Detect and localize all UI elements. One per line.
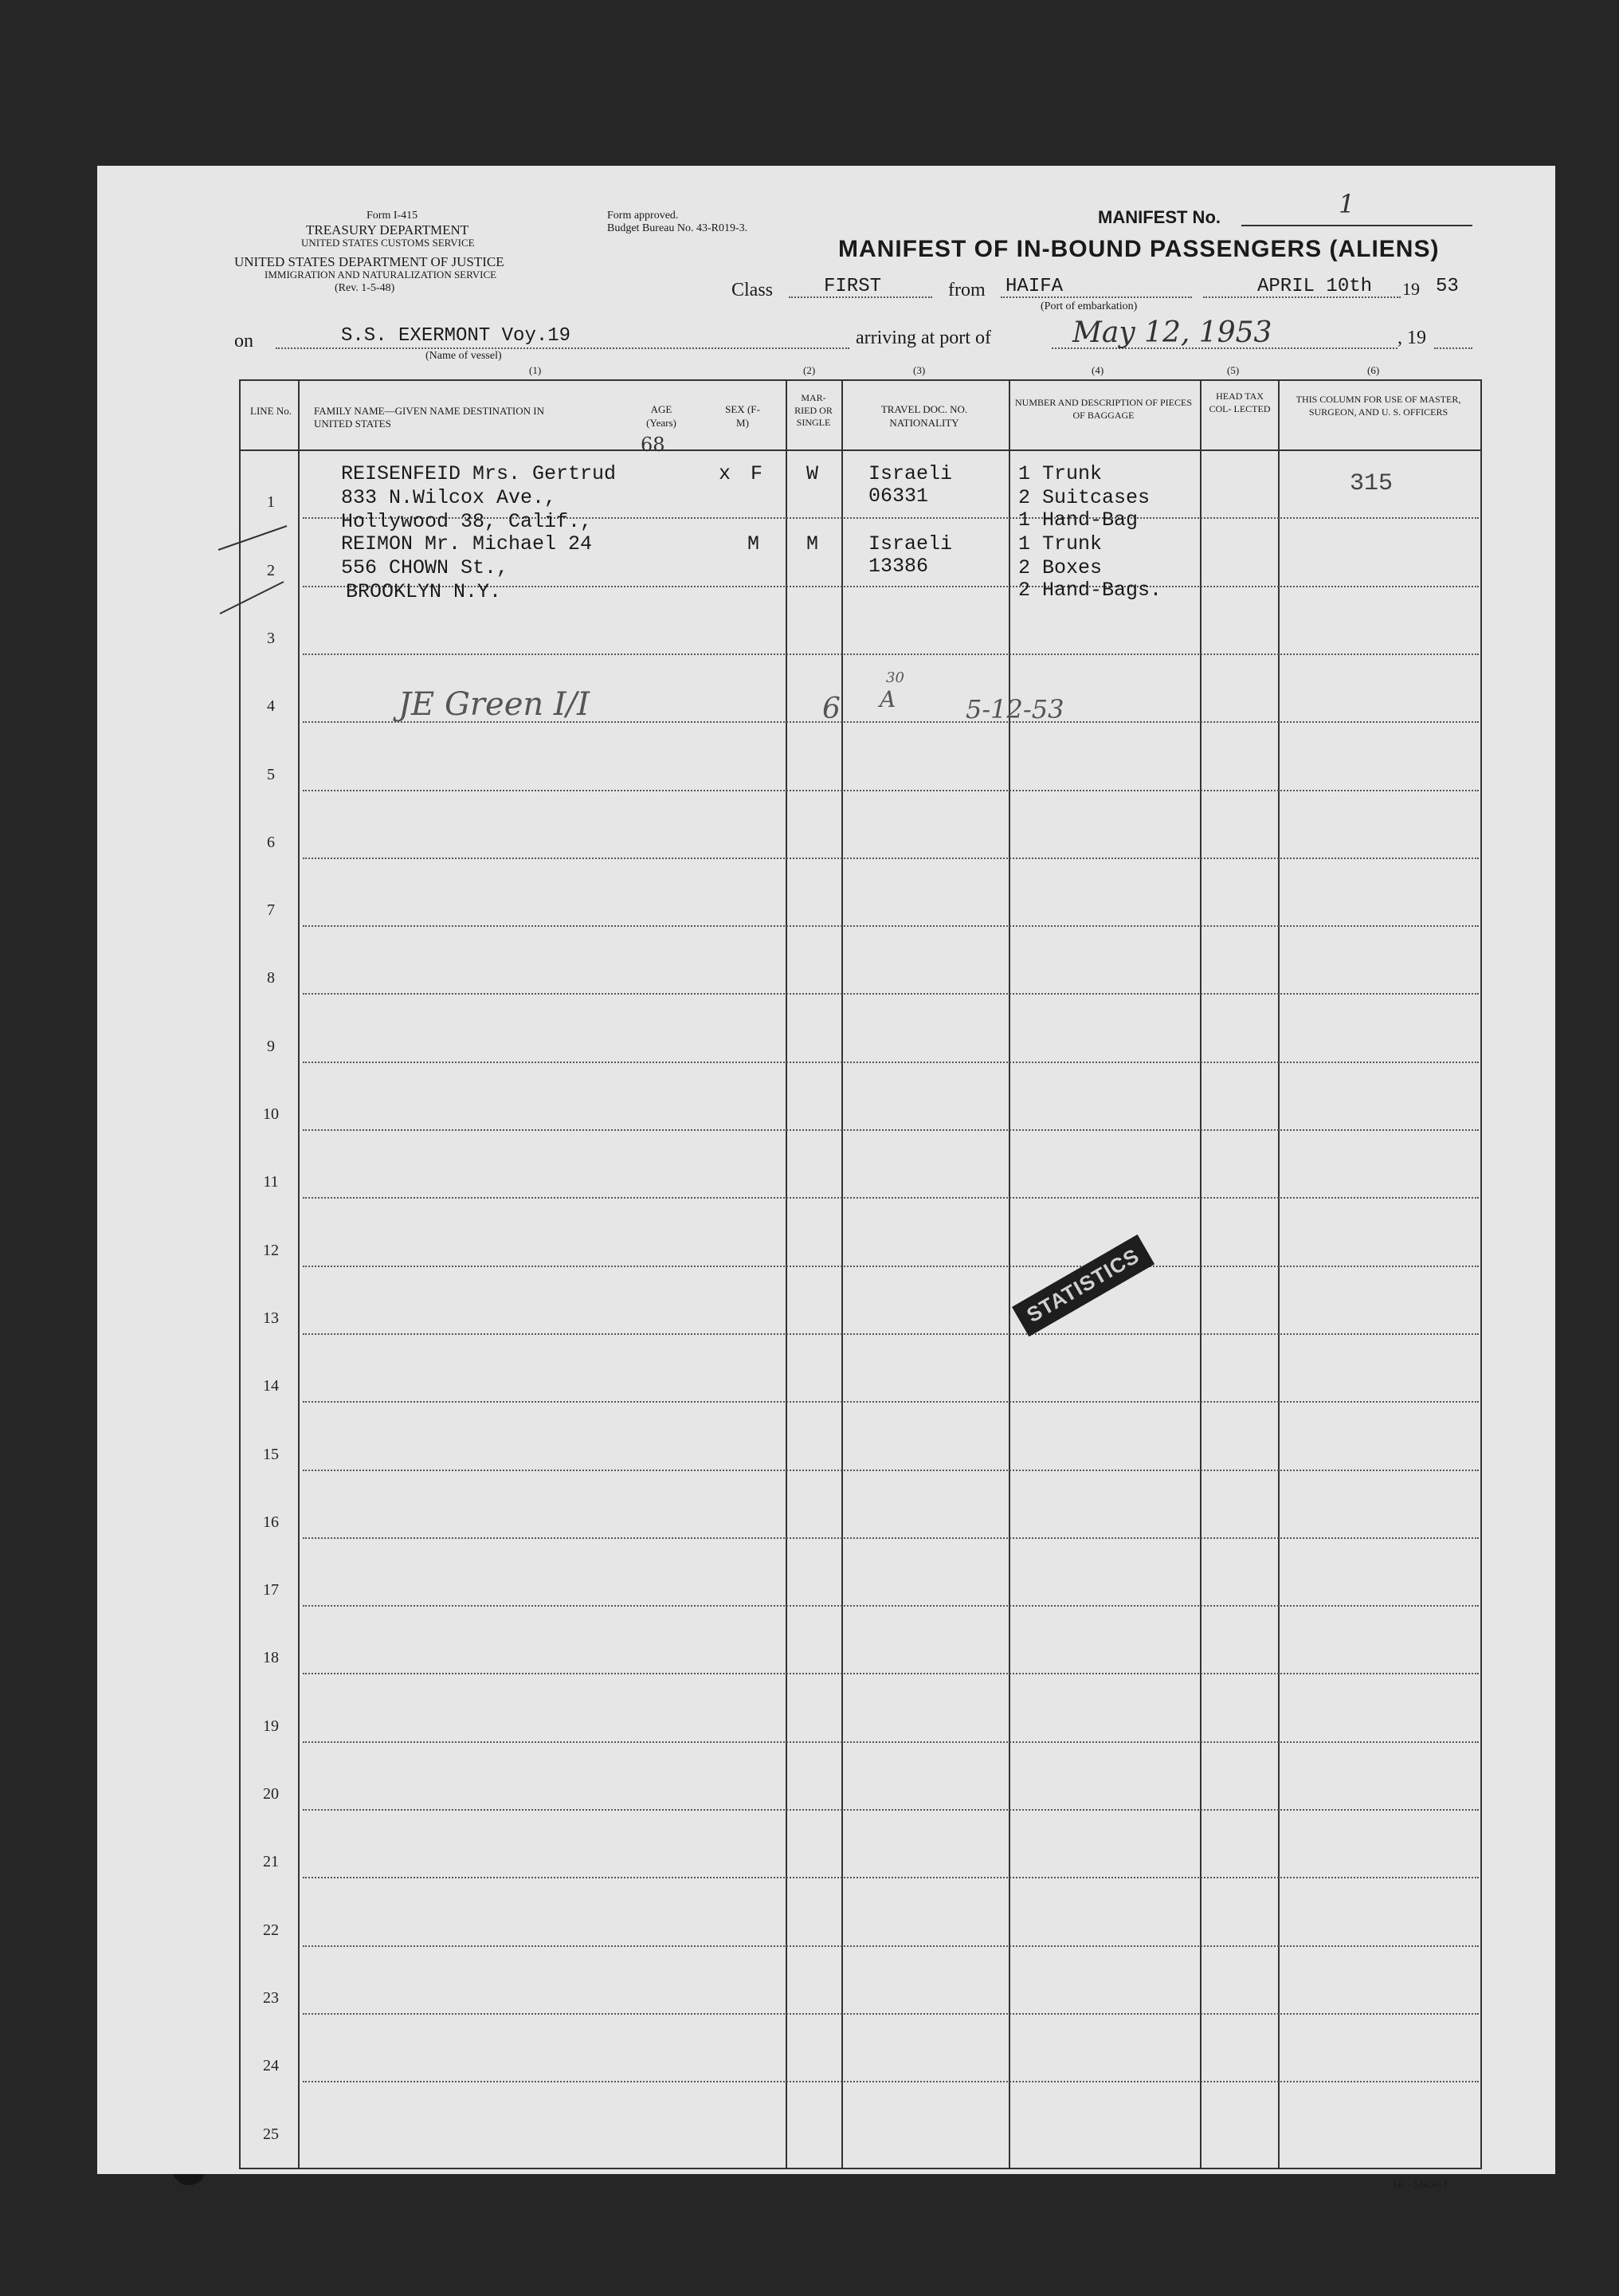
form-number: Form I-415 <box>367 210 418 222</box>
header-head-tax: HEAD TAX COL- LECTED <box>1209 391 1271 414</box>
header-sex: SEX (F-M) <box>725 403 760 429</box>
passenger-2-nationality: Israeli <box>868 532 953 555</box>
row-number: 11 <box>263 1173 279 1191</box>
col-divider-married <box>786 379 787 2168</box>
row-separator <box>303 1401 1479 1403</box>
row-number: 14 <box>263 1377 279 1395</box>
passenger-1-name: REISENFEID Mrs. Gertrud <box>341 462 617 485</box>
arriving-label: arriving at port of <box>856 328 991 348</box>
row-number: 10 <box>263 1105 279 1123</box>
from-value: HAIFA <box>1006 276 1064 297</box>
passenger-1-baggage-3: 1 Hand-Bag <box>1018 508 1139 532</box>
passenger-2-doc-no: 13386 <box>868 555 929 578</box>
annotation-letter: A <box>880 686 896 712</box>
row-number: 20 <box>263 1785 279 1803</box>
row-separator <box>303 858 1479 859</box>
revision: (Rev. 1-5-48) <box>335 282 395 294</box>
passenger-2-sex: M <box>747 532 760 555</box>
row-number: 15 <box>263 1445 279 1463</box>
check-mark-icon <box>215 510 295 622</box>
col-num-6: (6) <box>1367 364 1380 376</box>
passenger-1-nationality: Israeli <box>868 462 953 485</box>
col-divider-travel <box>841 379 843 2168</box>
passenger-1-doc-no: 06331 <box>868 485 929 508</box>
passenger-1-baggage-1: 1 Trunk <box>1018 462 1103 485</box>
row-separator <box>303 993 1479 995</box>
header-travel: TRAVEL DOC. NO. NATIONALITY <box>880 403 968 429</box>
passenger-2-address-2: BROOKLYN N.Y. <box>346 580 502 603</box>
header-line-no: LINE No. <box>250 405 292 417</box>
passenger-2-baggage-1: 1 Trunk <box>1018 532 1103 555</box>
passenger-2-baggage-3: 2 Hand-Bags. <box>1018 579 1162 602</box>
row-separator <box>303 1809 1479 1811</box>
col-divider-officers <box>1278 379 1280 2168</box>
passenger-2-name: REIMON Mr. Michael 24 <box>341 532 593 555</box>
row-separator <box>303 1741 1479 1743</box>
row-number: 4 <box>267 697 275 716</box>
annotation-count: 6 <box>822 693 841 725</box>
row-number: 24 <box>263 2057 279 2075</box>
row-number: 17 <box>263 1581 279 1599</box>
col-divider-line <box>298 379 300 2168</box>
vessel-value: S.S. EXERMONT Voy.19 <box>341 325 571 347</box>
row-separator <box>303 1197 1479 1199</box>
passenger-2-address-1: 556 CHOWN St., <box>341 556 509 579</box>
header-age: AGE (Years) <box>646 403 676 429</box>
row-number: 2 <box>267 561 275 579</box>
passenger-1-sex: F <box>751 462 763 485</box>
row-separator <box>303 1129 1479 1131</box>
row-number: 13 <box>263 1309 279 1327</box>
year-value: 53 <box>1436 276 1459 297</box>
row-separator <box>303 1877 1479 1878</box>
row-separator <box>303 1333 1479 1335</box>
budget-bureau: Budget Bureau No. 43-R019-3. <box>607 222 748 234</box>
row-separator <box>303 1605 1479 1607</box>
manifest-sheet <box>97 166 1555 2174</box>
row-separator <box>303 2013 1479 2015</box>
row-number: 22 <box>263 1921 279 1939</box>
row-separator <box>303 2081 1479 2082</box>
row-separator <box>303 653 1479 655</box>
header-name: FAMILY NAME—GIVEN NAME DESTINATION IN UNITED STATES <box>314 405 545 430</box>
row-number: 3 <box>267 629 275 647</box>
annotation-super: 30 <box>886 669 904 686</box>
row-number: 1 <box>267 493 275 512</box>
vessel-line <box>276 347 849 349</box>
table-left-border <box>239 379 241 2168</box>
immigration-service: IMMIGRATION AND NATURALIZATION SERVICE <box>265 269 497 281</box>
col-num-2: (2) <box>803 364 816 376</box>
table-top-border <box>239 379 1482 381</box>
form-approved: Form approved. <box>607 210 679 222</box>
row-separator <box>303 1673 1479 1674</box>
row-number: 12 <box>263 1241 279 1259</box>
arrival-year-suffix: , 19 <box>1398 328 1426 348</box>
port-caption: (Port of embarkation) <box>1041 300 1138 312</box>
row-separator <box>303 1537 1479 1539</box>
col-divider-headtax <box>1200 379 1202 2168</box>
row-number: 18 <box>263 1649 279 1667</box>
date-value: APRIL 10th <box>1257 276 1373 297</box>
annotation-signature: JE Green I/I <box>398 686 590 723</box>
header-bottom-border <box>239 449 1482 451</box>
manifest-no-line <box>1241 225 1472 226</box>
arrival-value: May 12, 1953 <box>1072 316 1272 349</box>
footer-code: 16—54650-1 <box>1393 2178 1448 2190</box>
row-separator <box>303 1470 1479 1471</box>
passenger-1-age-mark: x <box>719 462 731 485</box>
customs-service: UNITED STATES CUSTOMS SERVICE <box>301 237 475 249</box>
row-separator <box>303 1266 1479 1267</box>
passenger-1-age-written: 68 <box>641 434 665 456</box>
passenger-1-baggage-2: 2 Suitcases <box>1018 486 1151 509</box>
row-number: 19 <box>263 1717 279 1735</box>
passenger-2-baggage-2: 2 Boxes <box>1018 556 1103 579</box>
row-number: 16 <box>263 1513 279 1531</box>
vessel-caption: (Name of vessel) <box>425 350 502 362</box>
row-number: 6 <box>267 833 275 851</box>
row-number: 25 <box>263 2125 279 2143</box>
manifest-title: MANIFEST OF IN-BOUND PASSENGERS (ALIENS) <box>838 236 1440 262</box>
passenger-1-marital: W <box>806 462 819 485</box>
row-separator <box>303 925 1479 927</box>
table-right-border <box>1480 379 1482 2168</box>
row-separator <box>303 1945 1479 1947</box>
statistics-stamp: STATISTICS <box>1012 1234 1154 1336</box>
treasury-dept: TREASURY DEPARTMENT <box>306 222 469 237</box>
year-prefix: 19 <box>1402 279 1420 299</box>
row-number: 21 <box>263 1853 279 1871</box>
col-num-1: (1) <box>529 364 542 376</box>
row-separator <box>303 1062 1479 1063</box>
passenger-2-marital: M <box>806 532 819 555</box>
header-baggage: NUMBER AND DESCRIPTION OF PIECES OF BAGGAGE <box>1014 397 1193 421</box>
col-num-4: (4) <box>1092 364 1104 376</box>
header-officers: THIS COLUMN FOR USE OF MASTER, SURGEON, AND U. S. OFFICERS <box>1296 394 1461 418</box>
manifest-no-label: MANIFEST No. <box>1098 207 1221 227</box>
arrival-year-line <box>1434 347 1472 349</box>
col-num-3: (3) <box>913 364 926 376</box>
table-bottom-border <box>239 2168 1482 2169</box>
from-label: from <box>948 280 986 300</box>
row-separator <box>303 790 1479 791</box>
on-label: on <box>234 331 253 351</box>
class-label: Class <box>731 280 774 300</box>
passenger-1-address-1: 833 N.Wilcox Ave., <box>341 486 557 509</box>
annotation-date: 5-12-53 <box>966 694 1064 724</box>
header-married: MAR- RIED OR SINGLE <box>794 392 833 429</box>
col-divider-baggage <box>1009 379 1010 2168</box>
row-number: 23 <box>263 1988 279 2007</box>
col-num-5: (5) <box>1227 364 1240 376</box>
class-value: FIRST <box>824 276 882 297</box>
passenger-1-officer-note: 315 <box>1350 470 1394 497</box>
row-number: 5 <box>267 765 275 783</box>
row-number: 9 <box>267 1037 275 1055</box>
manifest-no-value: 1 <box>1339 189 1355 219</box>
justice-dept: UNITED STATES DEPARTMENT OF JUSTICE <box>234 254 504 269</box>
row-number: 7 <box>267 901 275 920</box>
row-number: 8 <box>267 969 275 987</box>
passenger-1-address-2: Hollywood 38, Calif., <box>341 510 593 533</box>
